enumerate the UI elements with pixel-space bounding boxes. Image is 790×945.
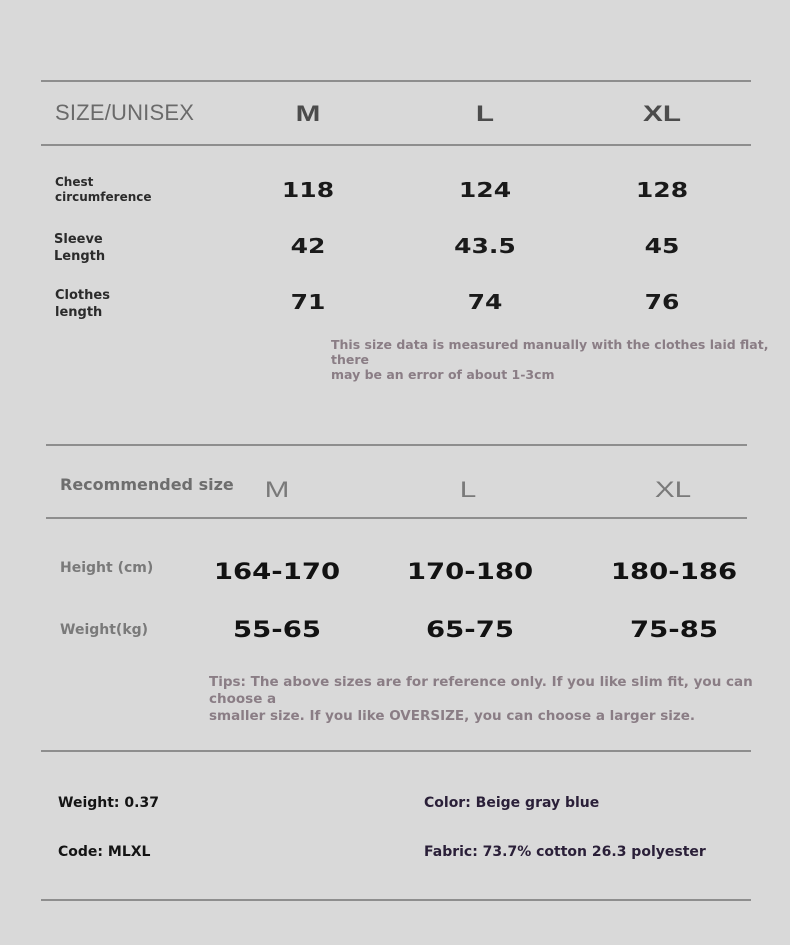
tips-line: Tips: The above sizes are for reference only. If you like slim fit, you can choose a [209,674,753,707]
size-header-m: M [295,101,321,126]
info-top-rule [41,750,751,752]
size-header-xl: XL [643,101,681,126]
recommended-top-rule [46,444,747,446]
recommended-header-l: L [459,477,477,502]
weight-value-xl: 75-85 [630,618,718,643]
tips-line: smaller size. If you like OVERSIZE, you can choose a larger size. [209,708,696,724]
row-label-sleeve [54,231,105,265]
fit-tips [209,674,779,725]
row-label-chest [55,175,152,205]
size-table-top-rule [41,80,751,82]
note-line: may be an error of about 1-3cm [331,367,555,382]
height-value-m: 164-170 [213,560,341,585]
sleeve-value-l: 43.5 [454,234,516,258]
row-label-line: circumference [55,190,152,204]
weight-info: Weight: 0.37 [58,795,159,811]
weight-label: Weight(kg) [60,622,149,638]
note-line: This size data is measured manually with the clothes laid flat, there [331,337,769,367]
recommended-header-m: M [264,477,290,502]
row-label-line: length [55,305,103,320]
row-label-clothes-length [55,287,110,321]
code-info: Code: MLXL [58,844,151,860]
size-header-l: L [475,101,495,126]
height-value-l: 170-180 [406,560,534,585]
recommended-header-label: Recommended size [60,475,234,494]
sleeve-value-m: 42 [290,234,326,258]
fabric-info: Fabric: 73.7% cotton 26.3 polyester [424,844,706,860]
info-bottom-rule [41,899,751,901]
height-value-xl: 180-186 [610,560,738,585]
height-label: Height (cm) [60,560,154,576]
row-label-line: Clothes [55,288,110,303]
size-table-header-rule [41,144,751,146]
length-value-xl: 76 [644,290,680,314]
weight-value-m: 55-65 [233,618,321,643]
recommended-header-xl: XL [654,477,692,502]
length-value-m: 71 [290,290,326,314]
weight-value-l: 65-75 [426,618,514,643]
row-label-line: Sleeve [54,232,103,247]
length-value-l: 74 [467,290,503,314]
sleeve-value-xl: 45 [644,234,680,258]
row-label-line: Length [54,249,106,264]
row-label-line: Chest [55,175,94,189]
recommended-header-rule [46,517,747,519]
measurement-note [331,337,776,382]
chest-value-xl: 128 [635,178,689,202]
chest-value-l: 124 [458,178,512,202]
color-info: Color: Beige gray blue [424,795,600,811]
size-table-header-label: SIZE/UNISEX [55,100,195,125]
chest-value-m: 118 [281,178,335,202]
